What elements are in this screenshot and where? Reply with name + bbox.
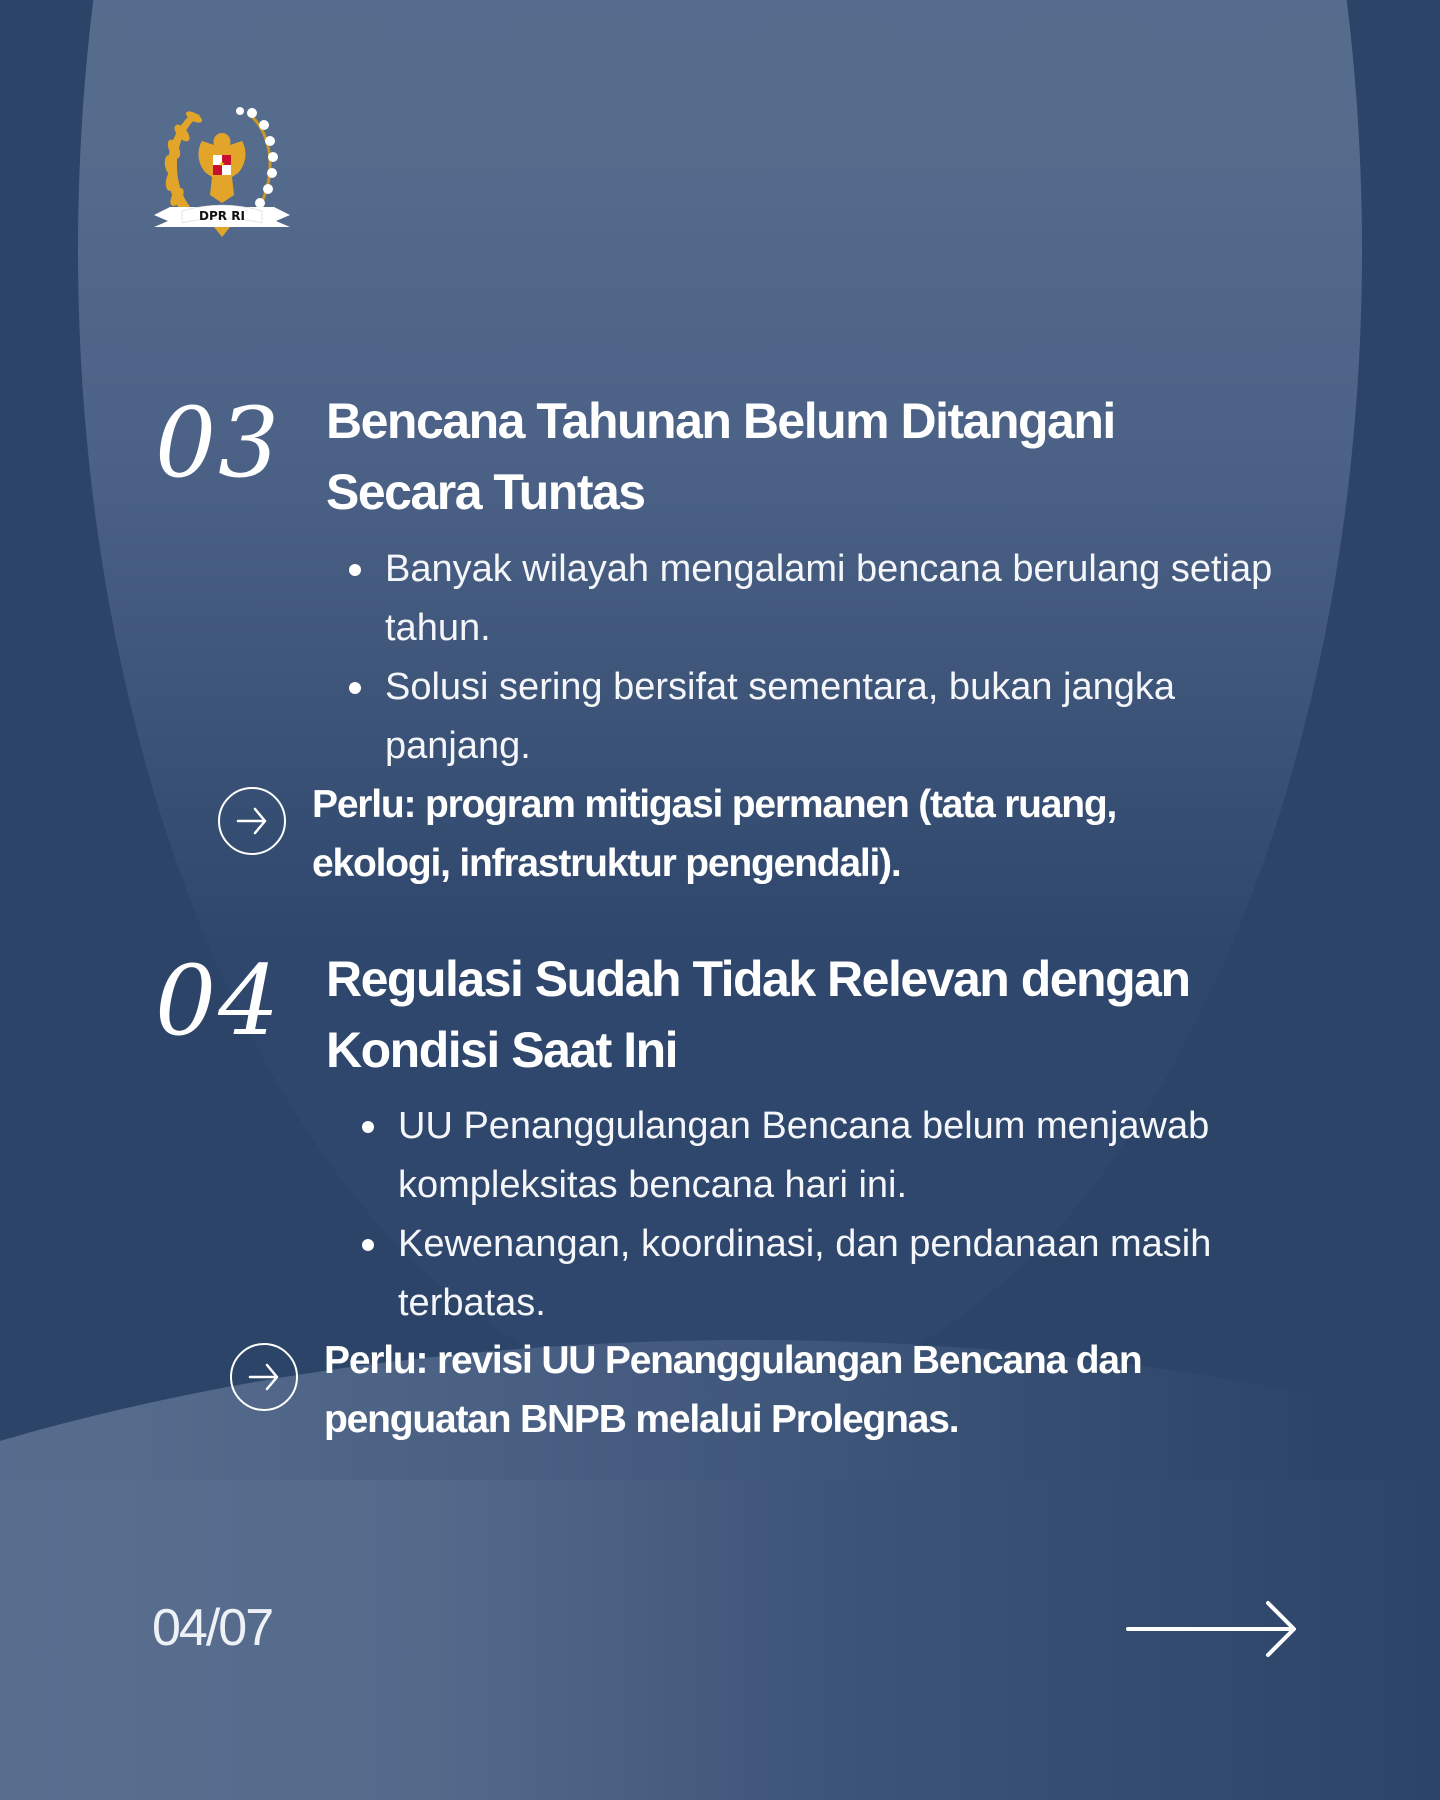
bullet-item	[345, 658, 1272, 776]
section-title-line: Kondisi Saat Ini	[326, 1022, 678, 1078]
section-title-line: Regulasi Sudah Tidak Relevan dengan	[326, 951, 1190, 1007]
section-number: 04	[155, 945, 282, 1057]
recommendation-text	[312, 775, 1116, 893]
bullet-dot-icon	[362, 1239, 374, 1251]
recommendation	[230, 1331, 1141, 1449]
recommendation	[218, 775, 1116, 893]
bullet-dot-icon	[349, 564, 361, 576]
page-counter: 04/07	[152, 1599, 273, 1657]
bullet-text-line: Kewenangan, koordinasi, dan pendanaan masih	[398, 1223, 1212, 1265]
bullet-text-line: Solusi sering bersifat sementara, bukan jangka	[385, 666, 1176, 708]
next-slide-button[interactable]	[1126, 1600, 1298, 1658]
bullet-dot-icon	[362, 1121, 374, 1133]
recommendation-line: penguatan BNPB melalui Prolegnas.	[324, 1398, 959, 1441]
section-title-line: Bencana Tahunan Belum Ditangani	[326, 393, 1115, 449]
bullet-dot-icon	[349, 682, 361, 694]
section-title	[326, 944, 1190, 1086]
bullet-item	[358, 1215, 1211, 1333]
bullet-text-line: kompleksitas bencana hari ini.	[398, 1164, 908, 1206]
bullet-item	[358, 1097, 1211, 1215]
bullet-text-line: terbatas.	[398, 1282, 546, 1324]
recommendation-line: Perlu: program mitigasi permanen (tata ruang,	[312, 783, 1117, 826]
section-title	[326, 386, 1115, 528]
bullet-list	[358, 1097, 1211, 1333]
recommendation-line: ekologi, infrastruktur pengendali).	[312, 842, 901, 885]
bullet-text-line: Banyak wilayah mengalami bencana berulang setiap	[385, 548, 1273, 590]
arrow-right-circle-icon	[218, 787, 286, 855]
recommendation-line: Perlu: revisi UU Penanggulangan Bencana dan	[324, 1339, 1142, 1382]
recommendation-text	[324, 1331, 1141, 1449]
svg-text:DPR RI: DPR RI	[199, 209, 245, 223]
dpr-ri-emblem-icon	[152, 103, 292, 239]
section-title-line: Secara Tuntas	[326, 464, 645, 520]
dpr-ri-logo	[152, 103, 292, 239]
arrow-right-circle-icon	[230, 1343, 298, 1411]
section-number: 03	[155, 387, 282, 499]
bullet-list	[345, 540, 1272, 776]
bullet-text-line: UU Penanggulangan Bencana belum menjawab	[398, 1105, 1210, 1147]
bullet-text-line: tahun.	[385, 607, 491, 649]
bullet-text-line: panjang.	[385, 725, 531, 767]
bullet-item	[345, 540, 1272, 658]
long-arrow-right-icon	[1126, 1600, 1298, 1658]
